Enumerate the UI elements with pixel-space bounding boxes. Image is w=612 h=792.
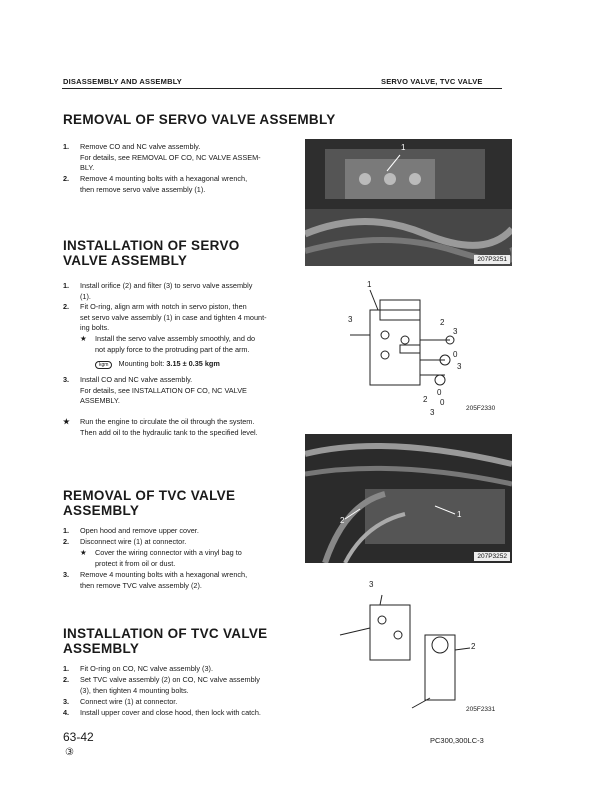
callout-label: 2: [423, 395, 428, 404]
header-right: SERVO VALVE, TVC VALVE: [381, 77, 483, 86]
callout-label: 1: [367, 280, 372, 289]
note-text: Install the servo valve assembly smoothly, and do not apply force to the protruding part of the arm.: [95, 334, 256, 354]
step-number: 3.: [63, 375, 70, 384]
figure-code: 205F2331: [466, 706, 496, 713]
step-text: Install orifice (2) and filter (3) to servo valve assembly (1).: [80, 281, 253, 301]
callout-label: 3: [369, 580, 374, 589]
callout-label: 3: [453, 327, 458, 336]
torque-value: 3.15 ± 0.35 kgm: [166, 359, 220, 368]
step-text: Connect wire (1) at connector.: [80, 697, 178, 706]
photo-servo-valve: [305, 139, 512, 266]
callout-label: 3: [348, 315, 353, 324]
photo-tag: 207P3252: [474, 552, 510, 561]
page-number: 63-42: [63, 730, 94, 744]
servo-valve-exploded-diagram: [330, 280, 510, 420]
callout-label: 0: [440, 398, 445, 407]
step-text: Remove 4 mounting bolts with a hexagonal wrench, then remove TVC valve assembly (2).: [80, 570, 248, 590]
callout-label: 0: [453, 350, 458, 359]
step-number: 2.: [63, 174, 70, 183]
photo-servo-valve-illustration: [305, 139, 512, 266]
step-number: 1.: [63, 281, 70, 290]
diagram-tvc-valve: [330, 580, 510, 715]
note-text: Run the engine to circulate the oil through the system. Then add oil to the hydraulic tank to the specified level.: [80, 417, 258, 437]
callout-label: 3: [457, 362, 462, 371]
step-number: 2.: [63, 675, 70, 684]
step-text: Set TVC valve assembly (2) on CO, NC valve assembly (3), then tighten 4 mounting bolts.: [80, 675, 260, 695]
revision-mark: ③: [65, 747, 74, 758]
step-text: Open hood and remove upper cover.: [80, 526, 199, 535]
diagram-servo-valve: [330, 280, 510, 420]
callout-label: 3: [430, 408, 435, 417]
note-star: ★: [80, 334, 87, 343]
step-number: 1.: [63, 142, 70, 151]
note-text: Cover the wiring connector with a vinyl bag to protect it from oil or dust.: [95, 548, 242, 568]
section-title-installation-tvc: INSTALLATION OF TVC VALVE ASSEMBLY: [63, 626, 268, 656]
step-text: Fit O-ring, align arm with notch in servo piston, then set servo valve assembly (1) in case and tighten 4 mount- ing bolts.: [80, 302, 267, 333]
wrench-icon: kgm: [95, 361, 112, 369]
step-text: Remove 4 mounting bolts with a hexagonal wrench, then remove servo valve assembly (1).: [80, 174, 248, 194]
section-title-installation-servo: INSTALLATION OF SERVO VALVE ASSEMBLY: [63, 238, 240, 268]
header-rule: [62, 88, 502, 89]
callout-label: 2: [440, 318, 445, 327]
step-number: 4.: [63, 708, 70, 717]
step-number: 2.: [63, 302, 70, 311]
step-number: 3.: [63, 697, 70, 706]
callout-label: 2: [471, 642, 476, 651]
step-text: Install upper cover and close hood, then lock with catch.: [80, 708, 261, 717]
step-text: Remove CO and NC valve assembly. For details, see REMOVAL OF CO, NC VALVE ASSEM- BLY.: [80, 142, 261, 173]
torque-spec: kgm Mounting bolt: 3.15 ± 0.35 kgm: [95, 359, 220, 369]
note-star: ★: [80, 548, 87, 557]
photo-tag: 207P3251: [474, 255, 510, 264]
photo-tvc-valve-illustration: [305, 434, 512, 563]
photo-label: 1: [457, 510, 462, 519]
step-number: 1.: [63, 526, 70, 535]
model-code: PC300,300LC-3: [430, 736, 484, 745]
note-star: ★: [63, 417, 70, 426]
step-number: 2.: [63, 537, 70, 546]
photo-label: 1: [401, 143, 406, 152]
step-text: Disconnect wire (1) at connector.: [80, 537, 187, 546]
photo-tvc-valve: [305, 434, 512, 563]
tvc-valve-exploded-diagram: [330, 580, 510, 715]
step-text: Fit O-ring on CO, NC valve assembly (3).: [80, 664, 213, 673]
step-number: 3.: [63, 570, 70, 579]
step-number: 1.: [63, 664, 70, 673]
header-left: DISASSEMBLY AND ASSEMBLY: [63, 77, 182, 86]
step-text: Install CO and NC valve assembly. For details, see INSTALLATION OF CO, NC VALVE ASSEMBLY.: [80, 375, 247, 406]
photo-label: 2: [340, 516, 345, 525]
section-title-removal-tvc: REMOVAL OF TVC VALVE ASSEMBLY: [63, 488, 236, 518]
section-title-removal-servo: REMOVAL OF SERVO VALVE ASSEMBLY: [63, 112, 336, 127]
callout-label: 0: [437, 388, 442, 397]
figure-code: 205F2330: [466, 405, 496, 412]
